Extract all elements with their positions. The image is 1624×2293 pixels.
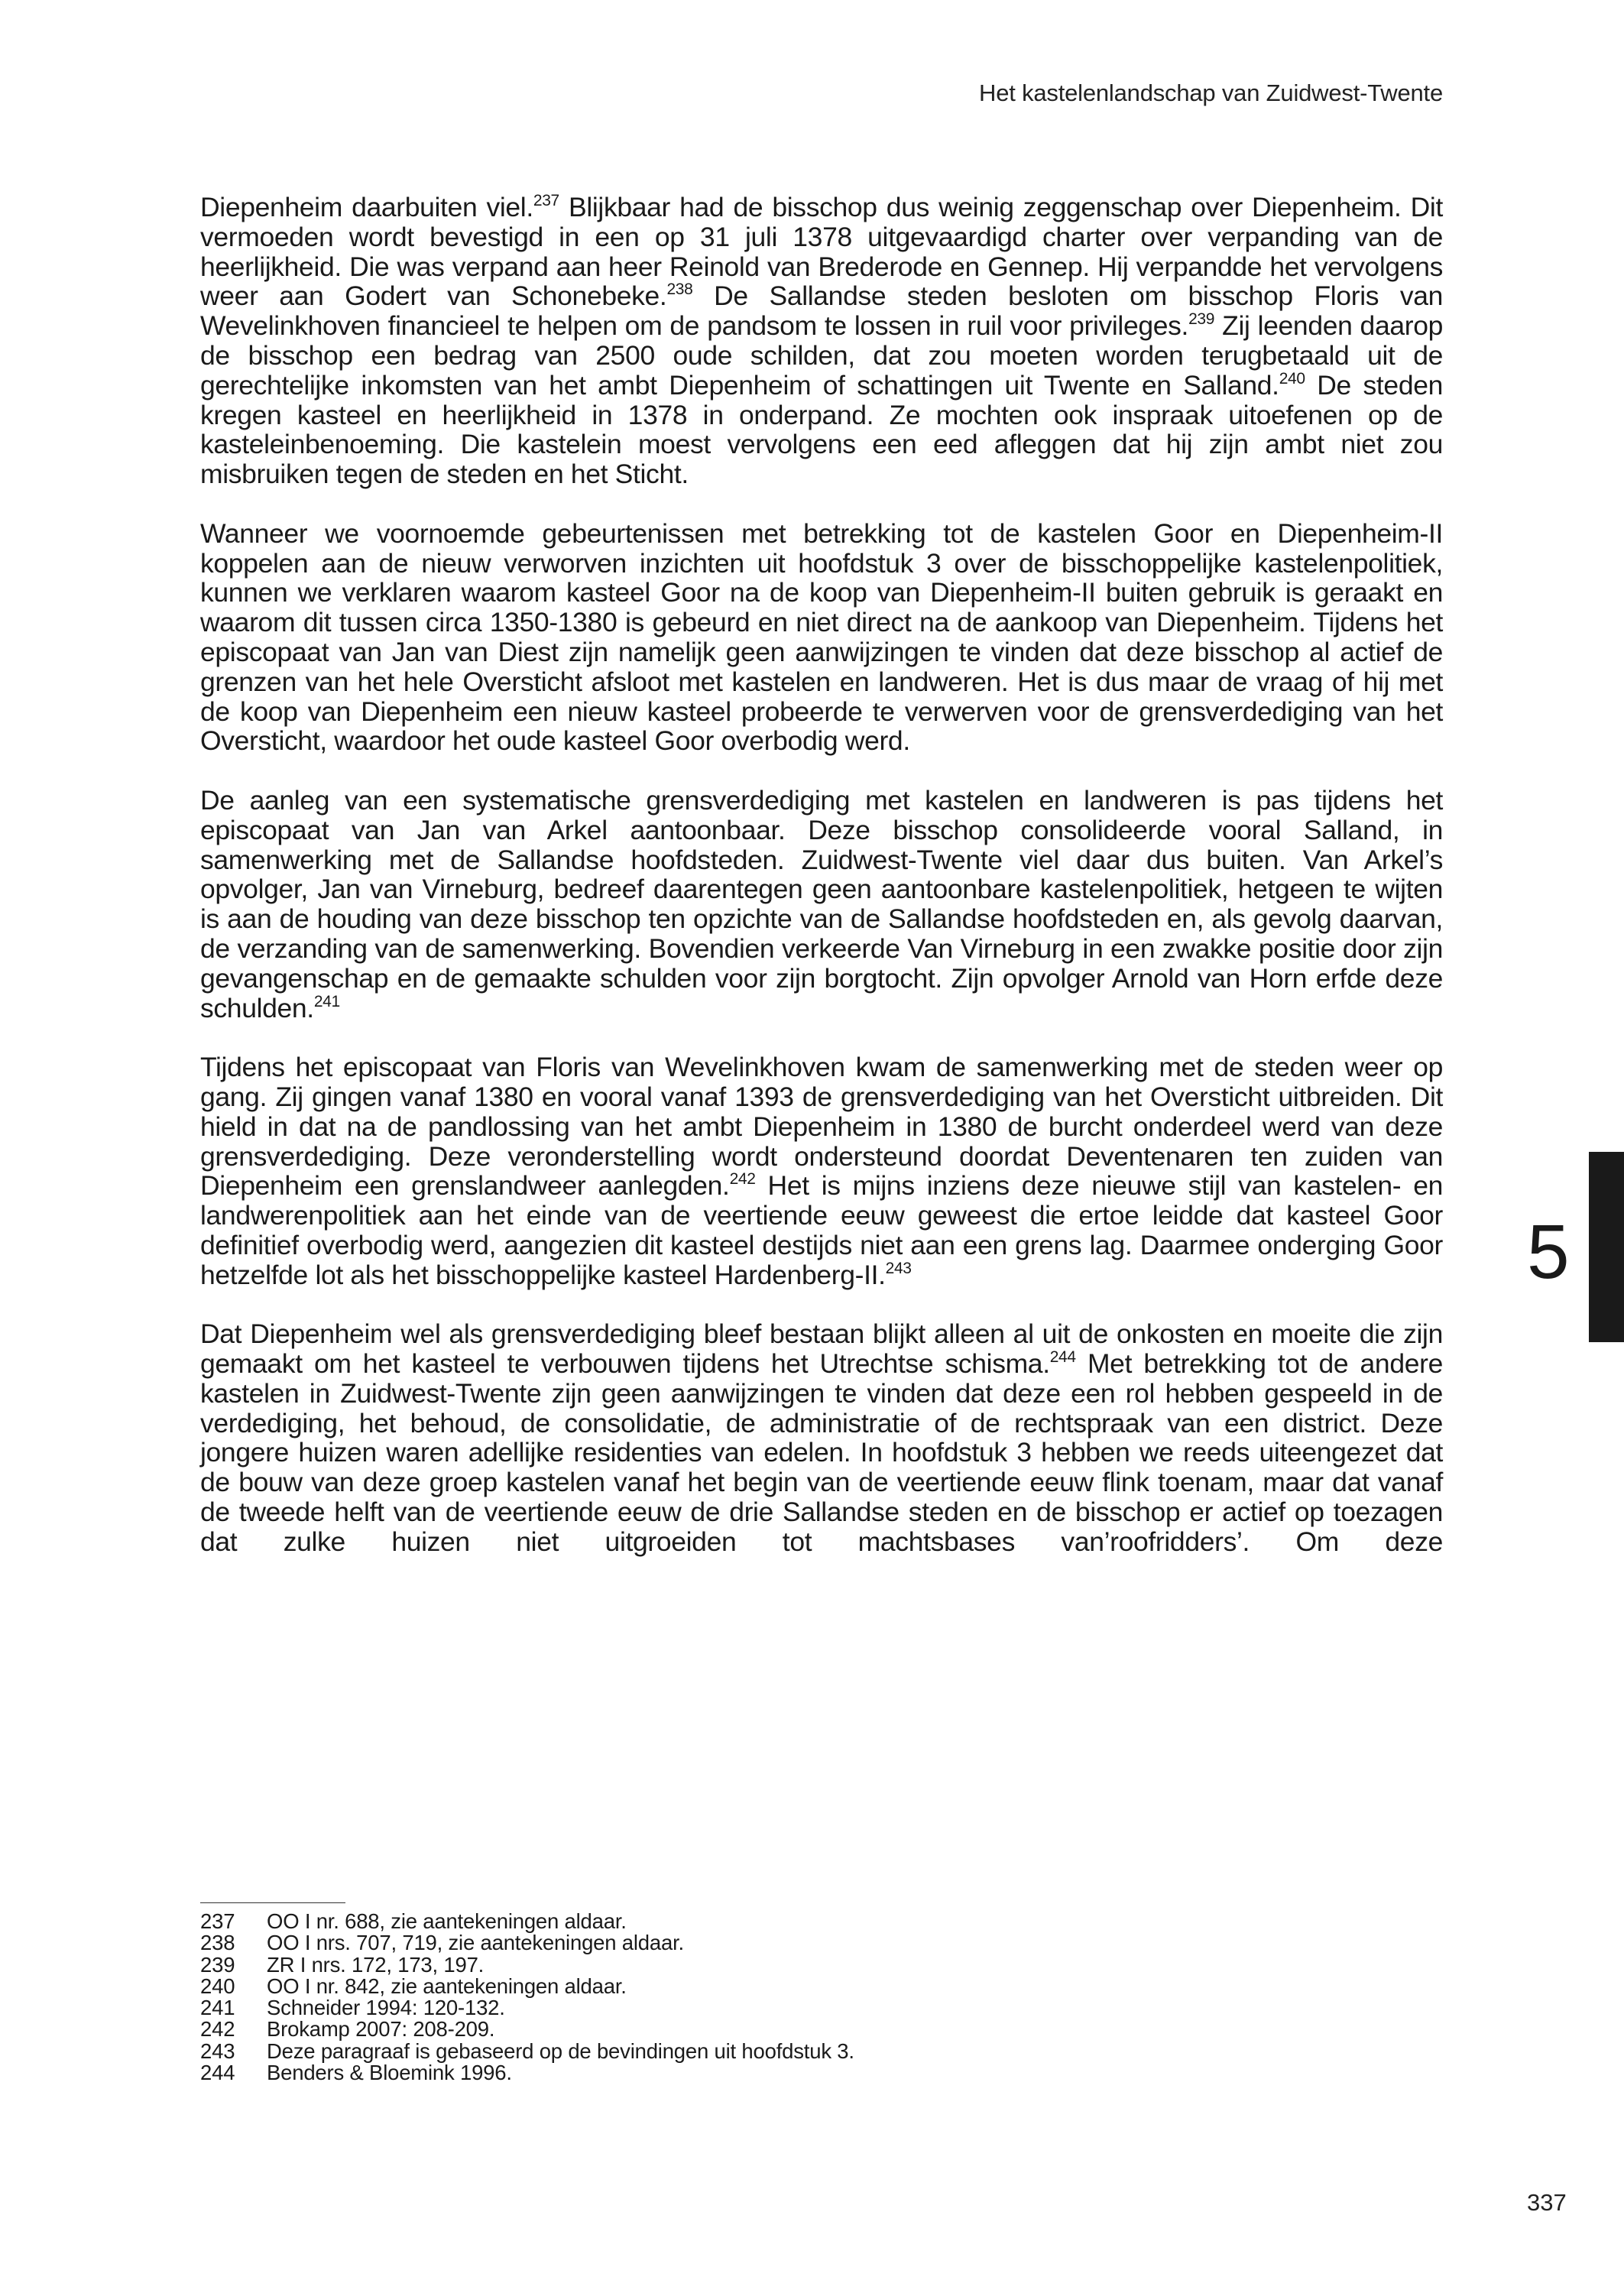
text: Diepenheim daarbuiten viel. (200, 192, 533, 222)
footnote-text: ZR I nrs. 172, 173, 197. (267, 1952, 485, 1977)
footnote-ref[interactable]: 239 (1188, 310, 1215, 329)
footnote-number: 240 (200, 1974, 235, 1998)
body-text (200, 193, 1443, 1586)
footnote-separator (200, 1902, 345, 1903)
footnote-ref[interactable]: 238 (666, 281, 693, 299)
footnote-ref[interactable]: 244 (1049, 1348, 1076, 1367)
text: De steden kregen kasteel en heerlijkheid in 1378 in onderpand. Ze mochten ook inspraak uitoefenen op de kasteleinbenoeming. Die kastelein moest vervolgens een eed afleggen dat hij zijn ambt niet zou misbruiken tegen de steden en het Sticht. (200, 369, 1443, 490)
text: Met betrekking tot de andere kastelen in Zuidwest-Twente zijn geen aanwijzingen te vinden dat deze een rol hebben gespeeld in de verdediging, het behoud, de consolidatie, de administratie of de rechtspraak van een district. Deze jongere huizen waren adellijke residenties van edelen. In hoofdstuk 3 hebben we reeds uiteengezet dat de bouw van deze groep kastelen vanaf het begin van de veertiende eeuw flink toenam, maar dat vanaf de tweede helft van de veertiende eeuw de drie Sallandse steden en de bisschop er actief op toezagen dat zulke huizen niet uitgroeiden tot machtsbases van’roofridders’. Om deze (200, 1348, 1443, 1557)
footnote-number: 243 (200, 2038, 235, 2063)
text: De Sallandse steden besloten om bisschop Floris van Wevelinkhoven financieel te helpen om de pandsom te lossen in ruil voor privileges. (200, 281, 1443, 342)
footnote-number: 242 (200, 2017, 235, 2042)
page-number: 337 (1527, 2189, 1567, 2216)
running-header: Het kastelenlandschap van Zuidwest-Twente (979, 79, 1443, 106)
footnote (200, 1911, 854, 1932)
footnote-text: Benders & Bloemink 1996. (267, 2061, 512, 2085)
footnote-text: Schneider 1994: 120-132. (267, 1996, 505, 2020)
footnote-number: 237 (200, 1909, 235, 1933)
footnote-ref[interactable]: 241 (313, 992, 340, 1010)
paragraph (200, 1319, 1443, 1556)
footnote-number: 238 (200, 1931, 235, 1955)
footnote-text: Brokamp 2007: 208-209. (267, 2017, 495, 2042)
text: Tijdens het episcopaat van Floris van Wevelinkhoven kwam de samenwerking met de steden weer op gang. Zij gingen vanaf 1380 en vooral vanaf 1393 de grensverdediging van het Oversticht uitbreiden. Dit hield in dat na de pandlossing van het ambt Diepenheim in 1380 de burcht onderdeel werd van deze grensverdediging. Deze veronderstelling wordt ondersteund doordat Deventenaren ten zuiden van Diepenheim een grenslandweer aanlegden. (200, 1052, 1443, 1202)
footnote-ref[interactable]: 240 (1279, 369, 1305, 388)
paragraph (200, 786, 1443, 1023)
footnote-number: 239 (200, 1952, 235, 1977)
text: Zij leenden daarop de bisschop een bedrag van 2500 oude schilden, dat zou moeten worden terugbetaald uit de gerechtelijke inkomsten van het ambt Diepenheim of schattingen uit Twente en Salland. (200, 310, 1443, 401)
footnote (200, 1997, 854, 2019)
footnote (200, 1932, 854, 1954)
footnote-number: 241 (200, 1996, 235, 2020)
footnote (200, 1976, 854, 1997)
chapter-number: 5 (1527, 1209, 1570, 1295)
text: Het is mijns inziens deze nieuwe stijl van kastelen- en landwerenpolitiek aan het einde van de veertiende eeuw geweest die ertoe leidde dat kasteel Goor definitief overbodig werd, aangezien dit kasteel destijds niet aan een grens lag. Daarmee onderging Goor hetzelfde lot als het bisschoppelijke kasteel Hardenberg-II. (200, 1170, 1443, 1290)
footnote-number: 244 (200, 2061, 235, 2085)
footnote (200, 2038, 854, 2063)
footnote (200, 2062, 854, 2084)
paragraph (200, 193, 1443, 489)
footnote-ref[interactable]: 242 (729, 1170, 756, 1189)
footnote (200, 2019, 854, 2040)
paragraph (200, 519, 1443, 756)
footnote-text: OO I nr. 688, zie aantekeningen aldaar. (267, 1909, 627, 1933)
footnote-text: Deze paragraaf is gebaseerd op de bevindingen uit hoofdstuk 3. (267, 2038, 854, 2063)
chapter-tab-marker (1589, 1152, 1624, 1342)
footnote-text: OO I nr. 842, zie aantekeningen aldaar. (267, 1974, 627, 1998)
text: De aanleg van een systematische grensverdediging met kastelen en landweren is pas tijdens het episcopaat van Jan van Arkel aantoonbaar. Deze bisschop consolideerde vooral Salland, in samenwerking met de Sallandse hoofdsteden. Zuidwest-Twente viel daar dus buiten. Van Arkel’s opvolger, Jan van Virneburg, bedreef daarentegen geen aantoonbare kastelenpolitiek, hetgeen te wijten is aan de houding van deze bisschop ten opzichte van de Sallandse hoofdsteden en, als gevolg daarvan, de verzanding van de samenwerking. Bovendien verkeerde Van Virneburg in een zwakke positie door zijn gevangenschap en de gemaakte schulden voor zijn borgtocht. Zijn opvolger Arnold van Horn erfde deze schulden. (200, 784, 1443, 1023)
paragraph (200, 1052, 1443, 1289)
text: Wanneer we voornoemde gebeurtenissen met betrekking tot de kastelen Goor en Diepenheim-II koppelen aan de nieuw verworven inzichten uit hoofdstuk 3 over de bisschoppelijke kastelenpolitiek, kunnen we verklaren waarom kasteel Goor na de koop van Diepenheim-II buiten gebruik is geraakt en waarom dit tussen circa 1350-1380 is gebeurd en niet direct na de aankoop van Diepenheim. Tijdens het episcopaat van Jan van Diest zijn namelijk geen aanwijzingen te vinden dat deze bisschop al actief de grenzen van het hele Oversticht afsloot met kastelen en landweren. Het is dus maar de vraag of hij met de koop van Diepenheim een nieuw kasteel probeerde te verwerven voor de grensverdediging van het Oversticht, waardoor het oude kasteel Goor overbodig werd. (200, 517, 1443, 757)
footnote-ref[interactable]: 243 (885, 1259, 912, 1277)
footnote (200, 1954, 854, 1976)
text: Blijkbaar had de bisschop dus weinig zeggenschap over Diepenheim. Dit vermoeden wordt bevestigd in een op 31 juli 1378 uitgevaardigd charter over verpanding van de heerlijkheid. Die was verpand aan heer Reinold van Brederode en Gennep. Hij verpandde het vervolgens weer aan Godert van Schonebeke. (200, 192, 1443, 312)
footnote-text: OO I nrs. 707, 719, zie aantekeningen aldaar. (267, 1931, 684, 1955)
text: Dat Diepenheim wel als grensverdediging bleef bestaan blijkt alleen al uit de onkosten en moeite die zijn gemaakt om het kasteel te verbouwen tijdens het Utrechtse schisma. (200, 1318, 1443, 1380)
footnote-ref[interactable]: 237 (533, 192, 559, 209)
footnotes (200, 1911, 854, 2084)
